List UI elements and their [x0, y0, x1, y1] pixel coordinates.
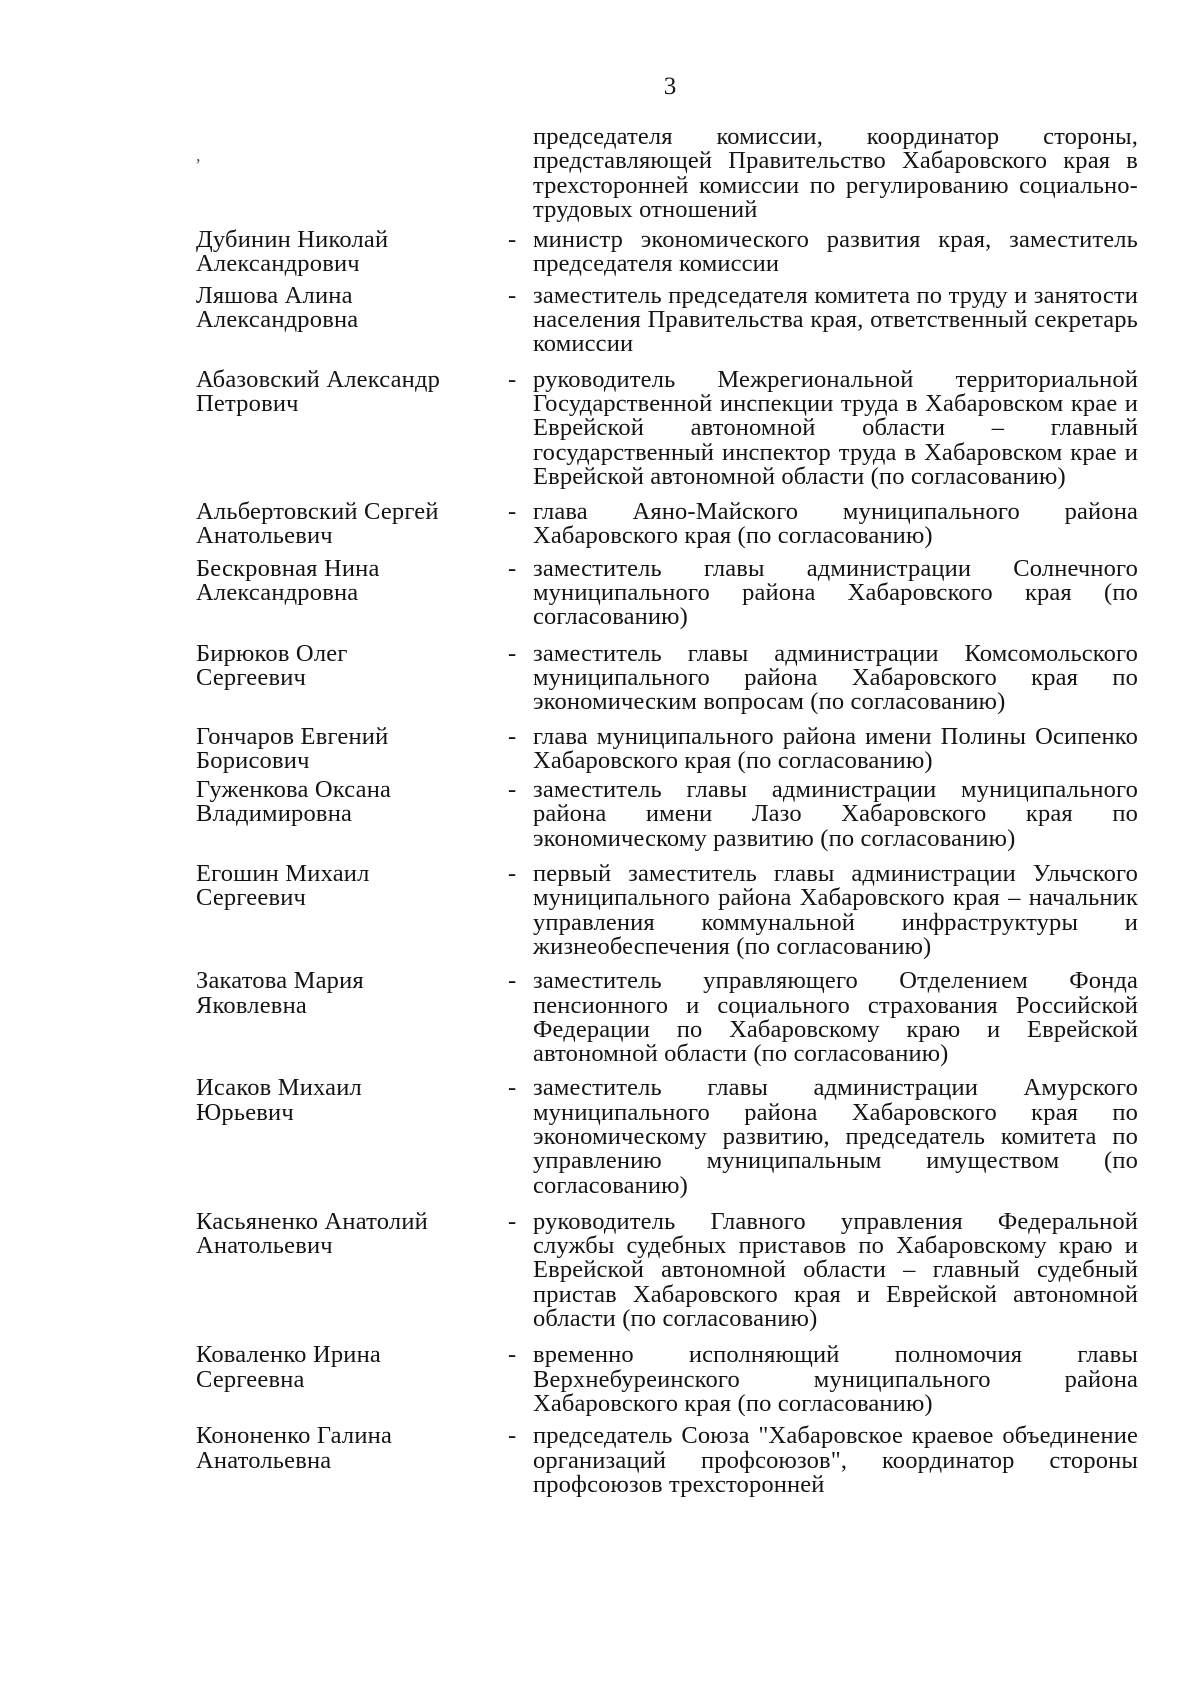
entry-dash: -: [508, 226, 517, 254]
entry-dash: -: [508, 1422, 517, 1450]
member-name: Бескровная Нина Александровна: [196, 554, 380, 607]
entry-dash: -: [508, 1074, 517, 1102]
member-name: Исаков Михаил Юрьевич: [196, 1074, 362, 1126]
entry-dash: -: [508, 1207, 517, 1235]
roster-entry: [196, 722, 1138, 774]
member-role: заместитель главы администрации муниципального района имени Лазо Хабаровского края по экономическому развитию (по согласованию): [533, 776, 1138, 852]
member-role: первый заместитель главы администрации Ульчского муниципального района Хабаровского края – начальник управления коммунальной инфраструктуры и жизнеобеспечения (по согласованию): [533, 860, 1138, 960]
entry-dash: -: [508, 498, 517, 526]
roster-entry: [196, 365, 1138, 490]
roster-entry: [196, 1207, 1138, 1333]
entry-dash: -: [508, 860, 517, 888]
roster-entry: [196, 554, 1138, 631]
member-name: Закатова Мария Яковлевна: [196, 967, 364, 1019]
member-role: председателя комиссии, координатор стороны, представляющей Правительство Хабаровского края в трехсторонней комиссии по регулированию социально-трудовых отношений: [533, 123, 1138, 223]
member-name: Гуженкова Оксана Владимировна: [196, 776, 392, 828]
member-role: глава Аяно-Майского муниципального района Хабаровского края (по согласованию): [533, 498, 1138, 550]
roster-entry: [196, 1424, 1138, 1497]
roster-entry: [196, 778, 1138, 851]
roster-entry: [196, 969, 1138, 1066]
member-name: Кононенко Галина Анатольевна: [196, 1422, 393, 1474]
member-role: заместитель главы администрации Комсомольского муниципального района Хабаровского края по экономическим вопросам (по согласованию): [533, 639, 1138, 716]
member-name: Абазовский Александр Петрович: [196, 365, 441, 417]
member-name: Касьяненко Анатолий Анатольевич: [196, 1207, 428, 1260]
roster-entry: [196, 639, 1138, 716]
member-role: глава муниципального района имени Полины Осипенко Хабаровского края (по согласованию): [533, 722, 1138, 774]
member-name: Егошин Михаил Сергеевич: [196, 860, 370, 912]
member-name: Бирюков Олег Сергеевич: [196, 639, 348, 691]
stray-mark: ,: [196, 145, 201, 165]
member-role: руководитель Главного управления Федеральной службы судебных приставов по Хабаровскому краю и Еврейской автономной области – главный судебный пристав Хабаровского края и Еврейской автономной области (по согласованию): [533, 1207, 1138, 1333]
member-role: министр экономического развития края, заместитель председателя комиссии: [533, 226, 1138, 278]
member-role: заместитель главы администрации Амурского муниципального района Хабаровского края по экономическому развитию, председатель комитета по управлению муниципальным имуществом (по согласованию): [533, 1074, 1138, 1199]
roster-entry: [196, 862, 1138, 959]
member-role: заместитель председателя комитета по труду и занятости населения Правительства края, ответственный секретарь комиссии: [533, 281, 1138, 358]
roster-entry: [196, 281, 1138, 358]
roster-entry: [196, 1343, 1138, 1416]
page-number: 3: [663, 73, 677, 100]
roster-entry: [196, 1076, 1138, 1197]
member-role: председатель Союза "Хабаровское краевое объединение организаций профсоюзов", координатор стороны профсоюзов трехсторонней: [533, 1422, 1138, 1498]
member-name: Гончаров Евгений Борисович: [196, 722, 389, 774]
member-role: руководитель Межрегиональной территориальной Государственной инспекции труда в Хабаровском крае и Еврейской автономной области – главный государственный инспектор труда в Хабаровском крае и Еврейской автономной области (по согласованию): [533, 365, 1138, 490]
commission-roster: [196, 125, 1138, 1497]
entry-dash: -: [508, 281, 517, 309]
member-role: заместитель главы администрации Солнечного муниципального района Хабаровского края (по согласованию): [533, 554, 1138, 631]
entry-dash: -: [508, 776, 517, 804]
member-name: Дубинин Николай Александрович: [196, 226, 389, 278]
roster-entry: [196, 125, 1138, 222]
member-role: временно исполняющий полномочия главы Верхнебуреинского муниципального района Хабаровского края (по согласованию): [533, 1341, 1138, 1417]
roster-entry: [196, 228, 1138, 277]
member-name: Коваленко Ирина Сергеевна: [196, 1341, 381, 1393]
entry-dash: -: [508, 639, 517, 667]
roster-entry: [196, 500, 1138, 549]
member-name: Ляшова Алина Александровна: [196, 281, 359, 334]
entry-dash: -: [508, 1341, 517, 1369]
member-role: заместитель управляющего Отделением Фонда пенсионного и социального страхования Российской Федерации по Хабаровскому краю и Еврейской автономной области (по согласованию): [533, 967, 1138, 1068]
entry-dash: -: [508, 967, 517, 995]
entry-dash: -: [508, 554, 517, 582]
entry-dash: -: [508, 722, 517, 750]
member-name: Альбертовский Сергей Анатольевич: [196, 498, 439, 550]
entry-dash: -: [508, 365, 517, 393]
